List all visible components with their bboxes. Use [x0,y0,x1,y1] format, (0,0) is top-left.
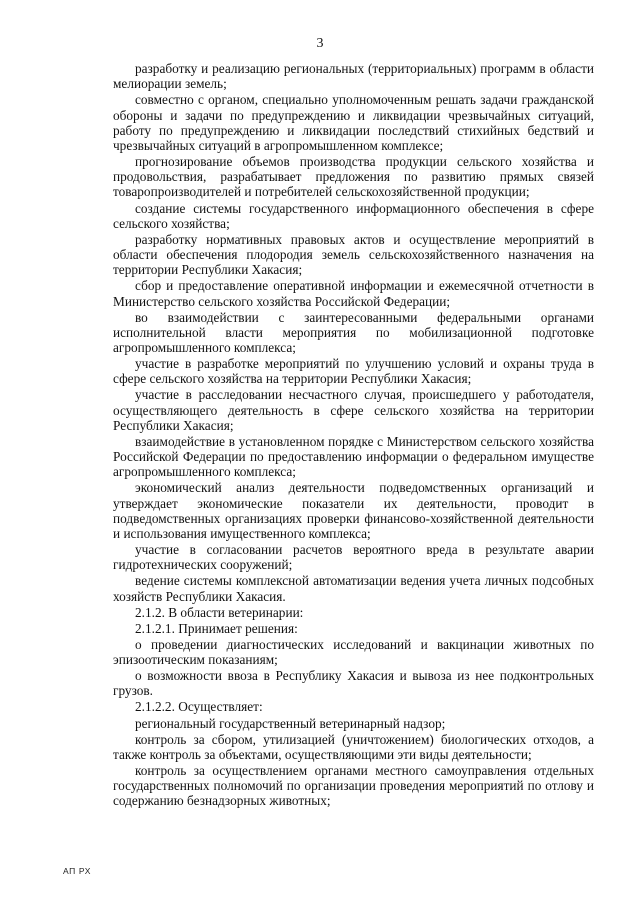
section-heading: 2.1.2. В области ветеринарии: [135,604,304,620]
paragraph: сбор и предоставление оперативной информации и ежемесячной отчетности в Министерство сельского хозяйства Российской Федерации; [113,278,594,309]
paragraph: экономический анализ деятельности подведомственных организаций и утверждает экономические показатели их деятельности, проводит в подведомственных организациях проверки финансово-хозяйственной деятельности и использования имущественного комплекса; [113,480,594,541]
paragraph: региональный государственный ветеринарный надзор; [135,715,446,731]
paragraph: разработку нормативных правовых актов и осуществление мероприятий в области обеспечения плодородия земель сельскохозяйственного назначения на территории Республики Хакасия; [113,231,594,278]
paragraph: о возможности ввоза в Республику Хакасия и вывоза из нее подконтрольных грузов. [113,668,594,699]
page-number: 3 [316,36,324,51]
paragraph: во взаимодействии с заинтересованными федеральными органами исполнительной власти мероприятия по мобилизационной подготовке агропромышленного комплекса; [113,309,594,355]
paragraph: участие в расследовании несчастного случая, происшедшего у работодателя, осуществляющего деятельность в сфере сельского хозяйства на территории Республики Хакасия; [113,387,594,433]
paragraph: прогнозирование объемов производства продукции сельского хозяйства и продовольствия, разрабатывает предложения по развитию прямых связей товаропроизводителей и потребителей сельскохозяйственной продукции; [113,154,594,200]
paragraph: взаимодействие в установленном порядке с Министерством сельского хозяйства Российской Федерации по предоставлению информации о федеральном имуществе агропромышленного комплекса; [113,433,594,480]
paragraph: совместно с органом, специально уполномоченным решать задачи гражданской обороны и задачи по предупреждению и ликвидации чрезвычайных ситуаций, работу по предупреждению и ликвидации последствий стихийных бедствий и чрезвычайных ситуаций в агропромышленном комплексе; [113,92,594,153]
paragraph: участие в согласовании расчетов вероятного вреда в результате аварии гидротехнических сооружений; [113,542,594,573]
paragraph: контроль за осуществлением органами местного самоуправления отдельных государственных полномочий по организации проведения мероприятий по отлову и содержанию безнадзорных животных; [113,762,594,809]
paragraph: участие в разработке мероприятий по улучшению условий и охраны труда в сфере сельского хозяйства на территории Республики Хакасия; [113,356,594,387]
paragraph: о проведении диагностических исследований и вакцинации животных по эпизоотическим показаниям; [113,636,594,668]
document-body [113,61,594,809]
paragraph: контроль за сбором, утилизацией (уничтожением) биологических отходов, а также контроль за объектами, осуществляющими эти виды деятельности; [113,731,594,762]
subsection-heading: 2.1.2.1. Принимает решения: [135,620,298,636]
footer-mark: АП РХ [63,866,92,876]
subsection-heading: 2.1.2.2. Осуществляет: [135,699,263,715]
paragraph: создание системы государственного информационного обеспечения в сфере сельского хозяйства; [113,200,594,231]
paragraph: ведение системы комплексной автоматизации ведения учета личных подсобных хозяйств Республики Хакасия. [113,573,594,604]
paragraph: разработку и реализацию региональных (территориальных) программ в области мелиорации земель; [113,61,594,92]
